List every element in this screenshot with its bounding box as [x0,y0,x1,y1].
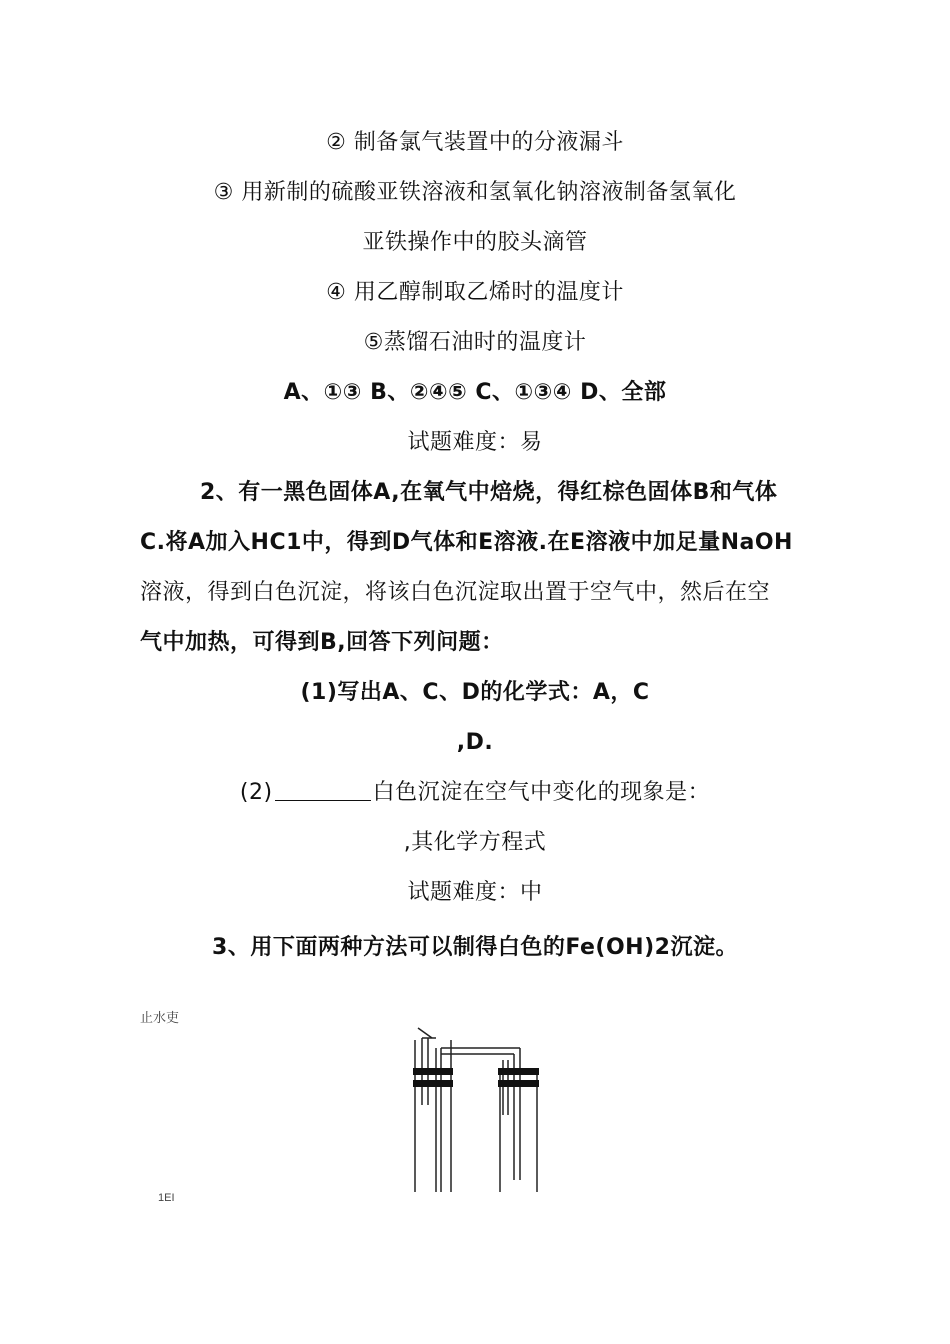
clamp [418,1028,432,1038]
q2-sub2-prefix: (2) [239,780,273,805]
figure-label-top: 止水吏 [140,1010,180,1025]
item-5: ⑤蒸馏石油时的温度计 [363,330,587,355]
q2-difficulty: 试题难度：中 [407,880,543,905]
q2-line-2: C.将A加入HC1中，得到D气体和E溶液.在E溶液中加足量NaOH [140,530,793,555]
item-3-line-1: ③ 用新制的硫酸亚铁溶液和氢氧化钠溶液制备氢氧化 [213,180,737,205]
q2-sub1-cont: ,D. [456,730,494,755]
right-stopper-bottom [498,1080,539,1087]
q2-sub2-suffix: 白色沉淀在空气中变化的现象是： [372,780,711,805]
apparatus-figure [400,1020,560,1196]
q2-line-3: 溶液，得到白色沉淀，将该白色沉淀取出置于空气中，然后在空 [140,580,771,605]
q3-title: 3、用下面两种方法可以制得白色的Fe(OH)2沉淀。 [212,935,738,960]
answer-blank [275,778,371,801]
left-stopper-top [413,1068,453,1075]
q2-line-4: 气中加热，可得到B,回答下列问题： [140,630,504,655]
q2-sub2 [0,778,950,808]
q1-options: A、①③ B、②④⑤ C、①③④ D、全部 [283,380,667,405]
q1-difficulty: 试题难度：易 [407,430,543,455]
item-3-line-2: 亚铁操作中的胶头滴管 [362,230,588,255]
item-2: ② 制备氯气装置中的分液漏斗 [326,130,624,155]
item-4: ④ 用乙醇制取乙烯时的温度计 [326,280,624,305]
right-stopper-top [498,1068,539,1075]
left-stopper-bottom [413,1080,453,1087]
figure-label-bottom: 1EI [158,1192,175,1204]
q2-sub2-cont: ,其化学方程式 [403,830,547,855]
q2-sub1: (1)写出A、C、D的化学式：A，C [300,680,650,705]
q2-line-1: 2、有一黑色固体A,在氧气中焙烧，得红棕色固体B和气体 [200,480,778,505]
